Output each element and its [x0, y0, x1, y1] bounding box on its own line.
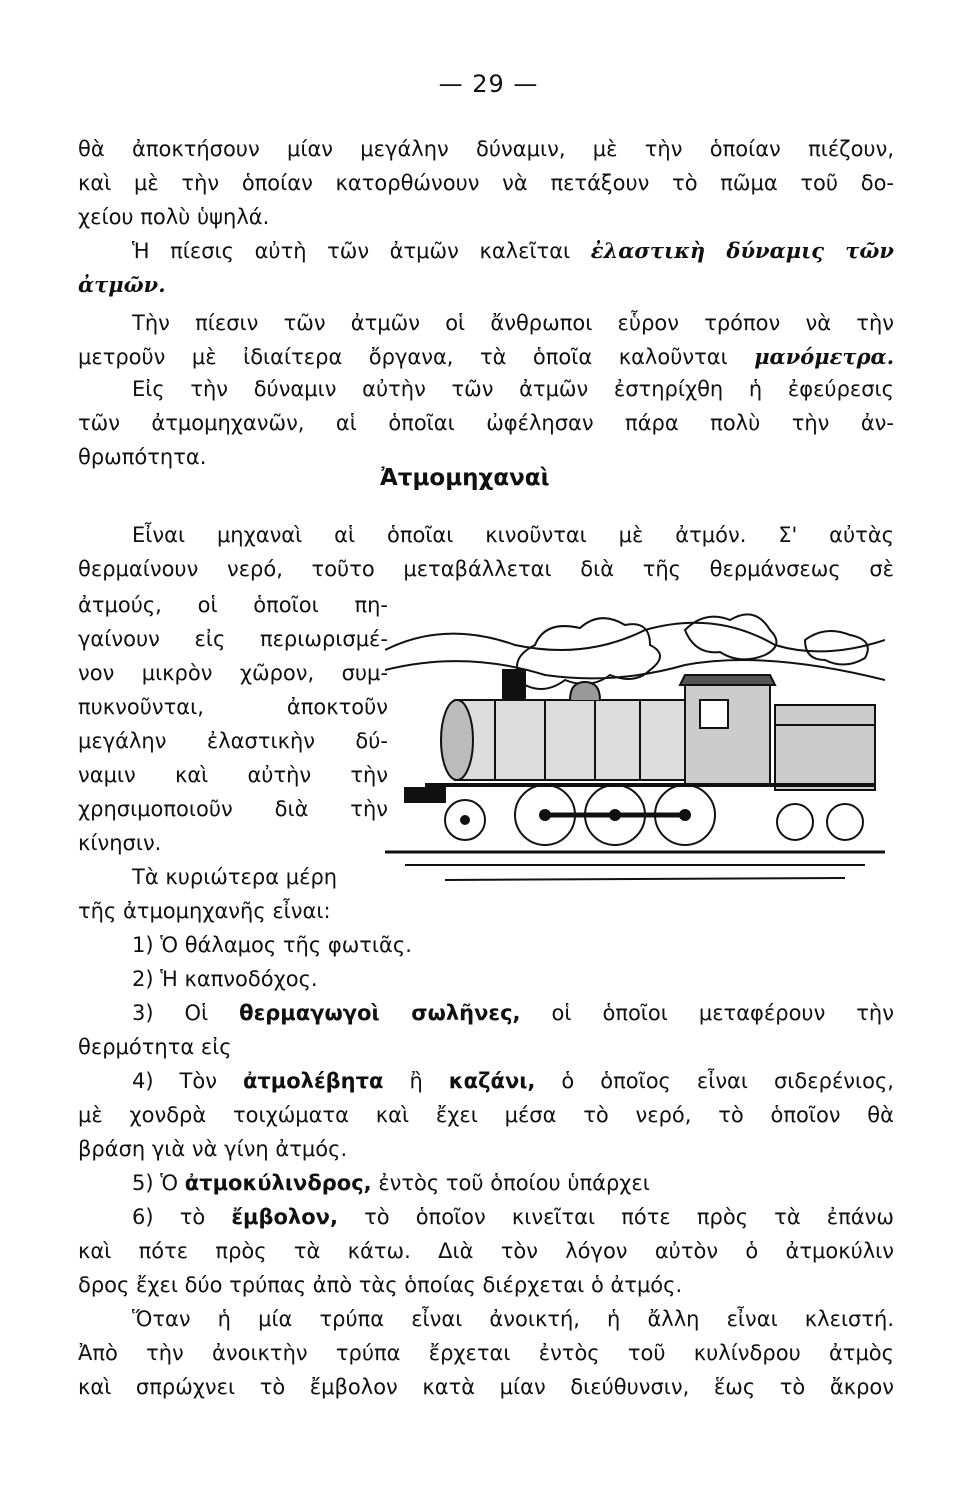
- paragraph-manometer: [78, 306, 894, 374]
- text-line: Ὅταν ἡ μία τρύπα εἶναι ἀνοικτή, ἡ ἄλλη εἶναι κλειστή.: [132, 1307, 894, 1331]
- text-segment: ὁ ὁποῖος εἶναι σιδερένιος,: [561, 1069, 894, 1093]
- parts-list: [78, 928, 894, 1404]
- text-line: θὰ ἀποκτήσουν μίαν μεγάλην δύναμιν, μὲ τὴν ὁποίαν πιέζουν,: [78, 137, 894, 161]
- wheel: [777, 804, 813, 840]
- list-item: [78, 996, 894, 1030]
- wheel: [827, 804, 863, 840]
- text-segment: 3) Οἱ: [132, 1001, 209, 1025]
- paragraph-engines: [78, 518, 894, 586]
- text-line: Τὰ κυριώτερα μέρη: [132, 865, 338, 889]
- steam-locomotive-illustration: [385, 590, 885, 890]
- buffer-beam: [405, 788, 445, 802]
- text-line: τῶν ἀτμομηχανῶν, αἱ ὁποῖαι ὠφέλησαν πάρα πολὺ τὴν ἀν-: [78, 411, 894, 435]
- text-line: γαίνουν εἰς περιωρισμέ-: [78, 627, 388, 651]
- text-segment: οἱ ὁποῖοι μεταφέρουν τὴν: [551, 1001, 894, 1025]
- hills-line: [385, 660, 885, 680]
- tender: [775, 705, 875, 790]
- page-number: — 29 —: [438, 70, 539, 98]
- chimney: [503, 670, 525, 700]
- text-segment: ἐντὸς τοῦ ὁποίου ὑπάρχει: [378, 1171, 650, 1195]
- text-line: βράση γιὰ νὰ γίνη ἀτμός.: [78, 1137, 348, 1161]
- text-segment: ἢ: [409, 1069, 423, 1093]
- text-line: πυκνοῦνται, ἀποκτοῦν: [78, 695, 388, 719]
- text-line: καὶ σπρώχνει τὸ ἔμβολον κατὰ μίαν διεύθυνσιν, ἕως τὸ ἄκρον: [78, 1375, 894, 1399]
- boiler: [448, 700, 686, 780]
- text-line: μεγάλην ἐλαστικὴν δύ-: [78, 729, 388, 753]
- text-segment: μετροῦν μὲ ἰδιαίτερα ὄργανα, τὰ ὁποῖα καλοῦνται: [78, 345, 728, 369]
- cab-roof: [680, 675, 775, 685]
- text-line: θρωπότητα.: [78, 445, 207, 469]
- bold-term: θερμαγωγοὶ σωλῆνες,: [239, 1001, 521, 1025]
- list-item: 1) Ὁ θάλαμος τῆς φωτιᾶς.: [132, 933, 412, 957]
- italic-term: ἐλαστικὴ δύναμις τῶν: [590, 238, 894, 263]
- text-line: μὲ χονδρὰ τοιχώματα καὶ ἔχει μέσα τὸ νερό, τὸ ὁποῖον θὰ: [78, 1103, 894, 1127]
- cab-window: [700, 700, 728, 728]
- text-line: καὶ πότε πρὸς τὰ κάτω. Διὰ τὸν λόγον αὐτὸν ὁ ἀτμοκύλιν: [78, 1239, 894, 1263]
- text-line: ναμιν καὶ αὐτὴν τὴν: [78, 763, 388, 787]
- rail: [445, 878, 845, 880]
- text-line: θερμότητα εἰς: [78, 1035, 232, 1059]
- text-line: χρησιμοποιοῦν διὰ τὴν: [78, 797, 388, 821]
- text-line: θερμαίνουν νερό, τοῦτο μεταβάλλεται διὰ τῆς θερμάνσεως σὲ: [78, 557, 894, 581]
- text-line: κίνησιν.: [78, 831, 162, 855]
- wheel-hub: [461, 816, 469, 824]
- text-segment: τὸ ὁποῖον κινεῖται πότε πρὸς τὰ ἐπάνω: [364, 1205, 894, 1229]
- smokebox-door: [441, 700, 473, 780]
- bold-term: ἀτμοκύλινδρος,: [184, 1171, 372, 1195]
- text-line: χείου πολὺ ὑψηλά.: [78, 205, 270, 229]
- text-line: [78, 234, 894, 268]
- paragraph-engines-narrow: [78, 588, 388, 860]
- text-line: τῆς ἀτμομηχανῆς εἶναι:: [78, 899, 331, 923]
- bold-term: ἔμβολον,: [231, 1205, 338, 1229]
- list-item: [78, 1064, 894, 1098]
- text-line: Τὴν πίεσιν τῶν ἀτμῶν οἱ ἄνθρωποι εὗρον τρόπον νὰ τὴν: [132, 311, 894, 335]
- paragraph-invention: [78, 372, 894, 474]
- text-line: Εἰς τὴν δύναμιν αὐτὴν τῶν ἀτμῶν ἐστηρίχθη ἡ ἐφεύρεσις: [132, 377, 894, 401]
- list-item: 2) Ἡ καπνοδόχος.: [132, 967, 318, 991]
- text-segment: 6) τὸ: [132, 1205, 206, 1229]
- text-segment: 4) Τὸν: [132, 1069, 217, 1093]
- text-line: ἀτμούς, οἱ ὁποῖοι πη-: [78, 593, 388, 617]
- smoke-cloud: [685, 614, 776, 659]
- list-item: [78, 1200, 894, 1234]
- text-line: δρος ἔχει δύο τρύπας ἀπὸ τὰς ὁποίας διέρχεται ὁ ἀτμός.: [78, 1273, 683, 1297]
- text-line: καὶ μὲ τὴν ὁποίαν κατορθώνουν νὰ πετάξουν τὸ πῶμα τοῦ δο-: [78, 171, 894, 195]
- steam-dome: [570, 682, 600, 700]
- text-line: Εἶναι μηχαναὶ αἱ ὁποῖαι κινοῦνται μὲ ἀτμόν. Σ' αὐτὰς: [132, 523, 894, 547]
- italic-term: ἀτμῶν.: [78, 272, 166, 297]
- list-item: [78, 1166, 894, 1200]
- text-line: [78, 340, 894, 374]
- bold-term: καζάνι,: [448, 1069, 536, 1093]
- paragraph-elastic-force: [78, 234, 894, 302]
- text-segment: 5) Ὁ: [132, 1171, 179, 1195]
- section-heading: Ἀτμομηχαναὶ: [380, 465, 550, 491]
- text-line: Ἀπὸ τὴν ἀνοικτὴν τρύπα ἔρχεται ἐντὸς τοῦ κυλίνδρου ἀτμὸς: [78, 1341, 894, 1365]
- text-segment: Ἡ πίεσις αὐτὴ τῶν ἀτμῶν καλεῖται: [132, 239, 571, 263]
- bold-term: ἀτμολέβητα: [242, 1069, 384, 1093]
- text-line: νον μικρὸν χῶρον, συμ-: [78, 661, 388, 685]
- paragraph-pressure: [78, 132, 894, 234]
- italic-term: μανόμετρα.: [754, 344, 894, 369]
